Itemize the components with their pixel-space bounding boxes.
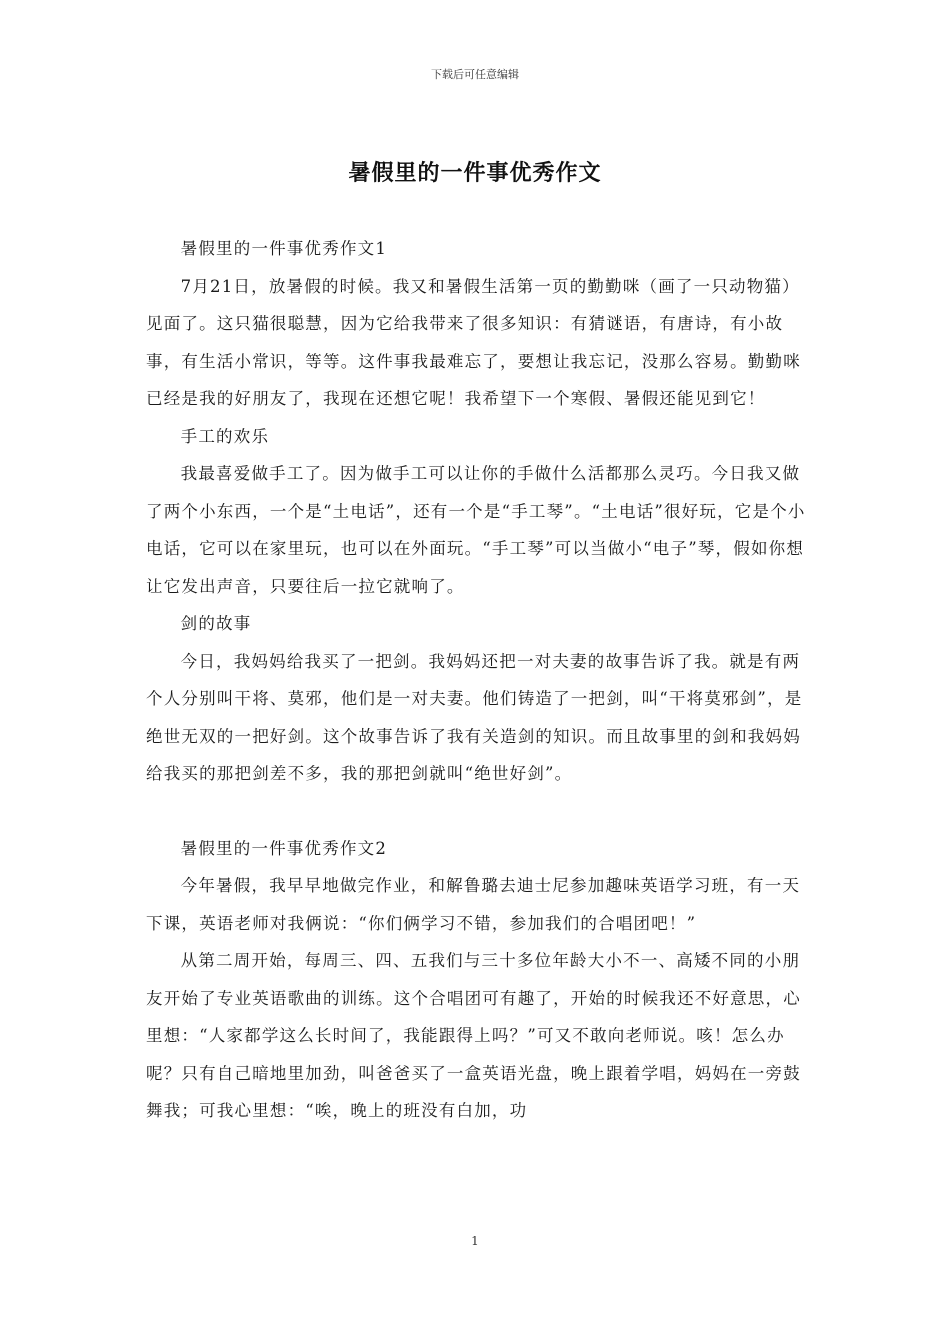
essay-1-heading: 暑假里的一件事优秀作文1 [180, 239, 388, 258]
essay-1-subheading-sword: 剑的故事 [180, 614, 252, 633]
section-spacer [146, 793, 810, 830]
essay-2-heading: 暑假里的一件事优秀作文2 [180, 838, 388, 858]
essay-2-paragraph-2: 从第二周开始，每周三、四、五我们与三十多位年龄大小不一、高矮不同的小朋友开始了专业英语歌曲的训练。这个合唱团可有趣了，开始的时候我还不好意思，心里想：“人家都学这么长时间了，我能跟得上吗？”可又不敢向老师说。咳！怎么办呢？只有自己暗地里加劲，叫爸爸买了一盒英语光盘，晚上跟着学唱，妈妈在一旁鼓舞我；可我心里想：“唉，晚上的班没有白加，功 [146, 951, 801, 1120]
essay-1-paragraph-3: 今日，我妈妈给我买了一把剑。我妈妈还把一对夫妻的故事告诉了我。就是有两个人分别叫干将、莫邪，他们是一对夫妻。他们铸造了一把剑，叫“干将莫邪剑”，是绝世无双的一把好剑。这个故事告诉了我有关造剑的知识。而且故事里的剑和我妈妈给我买的那把剑差不多，我的那把剑就叫“绝世好剑”。 [146, 651, 803, 783]
page-number: 1 [471, 1234, 479, 1248]
essay-1-paragraph-1: 7月21日，放暑假的时候。我又和暑假生活第一页的勤勤咪（画了一只动物猫）见面了。这只猫很聪慧，因为它给我带来了很多知识：有猜谜语，有唐诗，有小故事，有生活小常识，等等。这件事我最难忘了，要想让我忘记，没那么容易。勤勤咪已经是我的好朋友了，我现在还想它呢！我希望下一个寒假、暑假还能见到它！ [146, 276, 801, 408]
essay-1-subheading-handcraft: 手工的欢乐 [180, 426, 270, 446]
document-title: 暑假里的一件事优秀作文 [348, 160, 602, 186]
page-header: 下载后可任意编辑 [431, 68, 519, 81]
document-body [146, 230, 810, 1130]
essay-1-paragraph-2: 我最喜爱做手工了。因为做手工可以让你的手做什么活都那么灵巧。今日我又做了两个小东西，一个是“土电话”，还有一个是“手工琴”。“土电话”很好玩，它是个小电话，它可以在家里玩，也可以在外面玩。“手工琴”可以当做小“电子”琴，假如你想让它发出声音，只要往后一拉它就响了。 [146, 464, 806, 596]
essay-2-paragraph-1: 今年暑假，我早早地做完作业，和解鲁璐去迪士尼参加趣味英语学习班，有一天下课，英语老师对我俩说：“你们俩学习不错，参加我们的合唱团吧！” [146, 876, 801, 933]
